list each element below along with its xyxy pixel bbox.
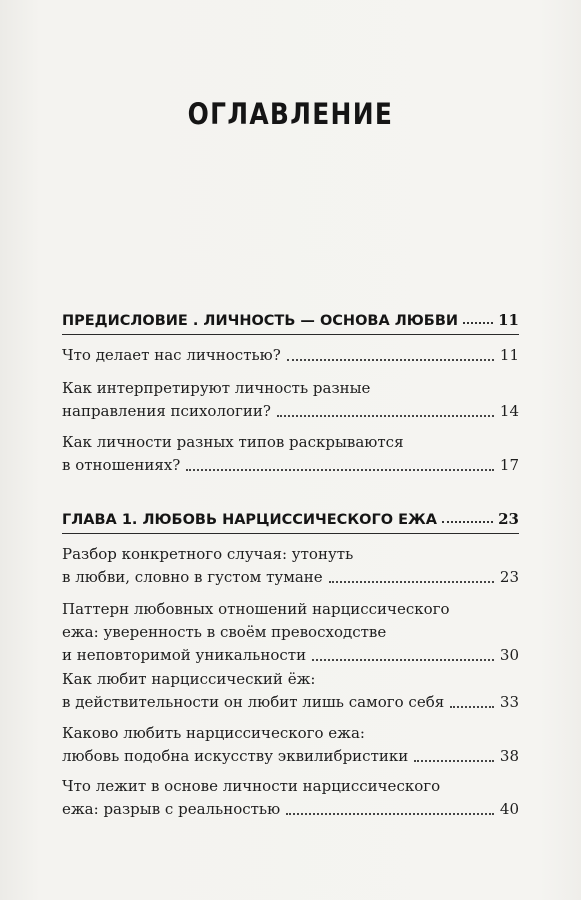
entry-text: любовь подобна искусству эквилибристики <box>62 747 409 765</box>
toc-chapter-1[interactable] <box>62 506 519 528</box>
entry-page-number: 38 <box>499 747 519 765</box>
entry-text: и неповторимой уникальности <box>62 646 307 664</box>
dot-leader <box>442 521 493 523</box>
toc-entry[interactable] <box>62 598 519 667</box>
entry-text: Каково любить нарциссического ежа: <box>62 724 365 742</box>
chapter-page-number: 11 <box>498 311 519 329</box>
toc-entry[interactable] <box>62 775 519 821</box>
entry-page-number: 33 <box>499 693 519 711</box>
toc-entry[interactable] <box>62 344 519 367</box>
chapter-divider <box>62 334 519 335</box>
chapter-divider <box>62 533 519 534</box>
entry-page-number: 23 <box>499 568 519 586</box>
dot-leader <box>414 760 494 762</box>
dot-leader <box>277 415 494 417</box>
dot-leader <box>450 706 494 708</box>
entry-page-number: 40 <box>499 800 519 818</box>
entry-page-number: 14 <box>499 402 519 420</box>
entry-text: направления психологии? <box>62 402 271 420</box>
entry-text: Разбор конкретного случая: утонуть <box>62 545 354 563</box>
dot-leader <box>286 813 494 815</box>
entry-text: в отношениях? <box>62 456 181 474</box>
entry-text: Паттерн любовных отношений нарциссического <box>62 600 450 618</box>
entry-text: Как любит нарциссический ёж: <box>62 670 316 688</box>
page-title: ОГЛАВЛЕНИЕ <box>187 97 394 131</box>
entry-text: Как личности разных типов раскрываются <box>62 433 404 451</box>
chapter-page-number: 23 <box>498 510 519 528</box>
entry-page-number: 17 <box>499 456 519 474</box>
toc-entry[interactable] <box>62 668 519 714</box>
toc-entry[interactable] <box>62 431 519 477</box>
entry-text: ежа: уверенность в своём превосходстве <box>62 623 387 641</box>
chapter-title: ПРЕДИСЛОВИЕ . ЛИЧНОСТЬ — ОСНОВА ЛЮБВИ <box>62 313 459 329</box>
toc-chapter-preface[interactable] <box>62 307 519 329</box>
entry-text: Как интерпретируют личность разные <box>62 379 371 397</box>
dot-leader <box>463 322 493 324</box>
entry-text: Что делает нас личностью? <box>62 346 281 364</box>
toc-entry[interactable] <box>62 722 519 768</box>
chapter-title: ГЛАВА 1. ЛЮБОВЬ НАРЦИССИЧЕСКОГО ЕЖА <box>62 512 437 528</box>
entry-text: ежа: разрыв с реальностью <box>62 800 281 818</box>
entry-page-number: 30 <box>499 646 519 664</box>
dot-leader <box>287 359 494 361</box>
dot-leader <box>329 581 494 583</box>
dot-leader <box>312 659 494 661</box>
entry-page-number: 11 <box>499 346 519 364</box>
toc-entry[interactable] <box>62 377 519 423</box>
entry-text: Что лежит в основе личности нарциссического <box>62 777 441 795</box>
entry-text: в любви, словно в густом тумане <box>62 568 323 586</box>
entry-text: в действительности он любит лишь самого себя <box>62 693 445 711</box>
dot-leader <box>186 469 494 471</box>
toc-entry[interactable] <box>62 543 519 589</box>
